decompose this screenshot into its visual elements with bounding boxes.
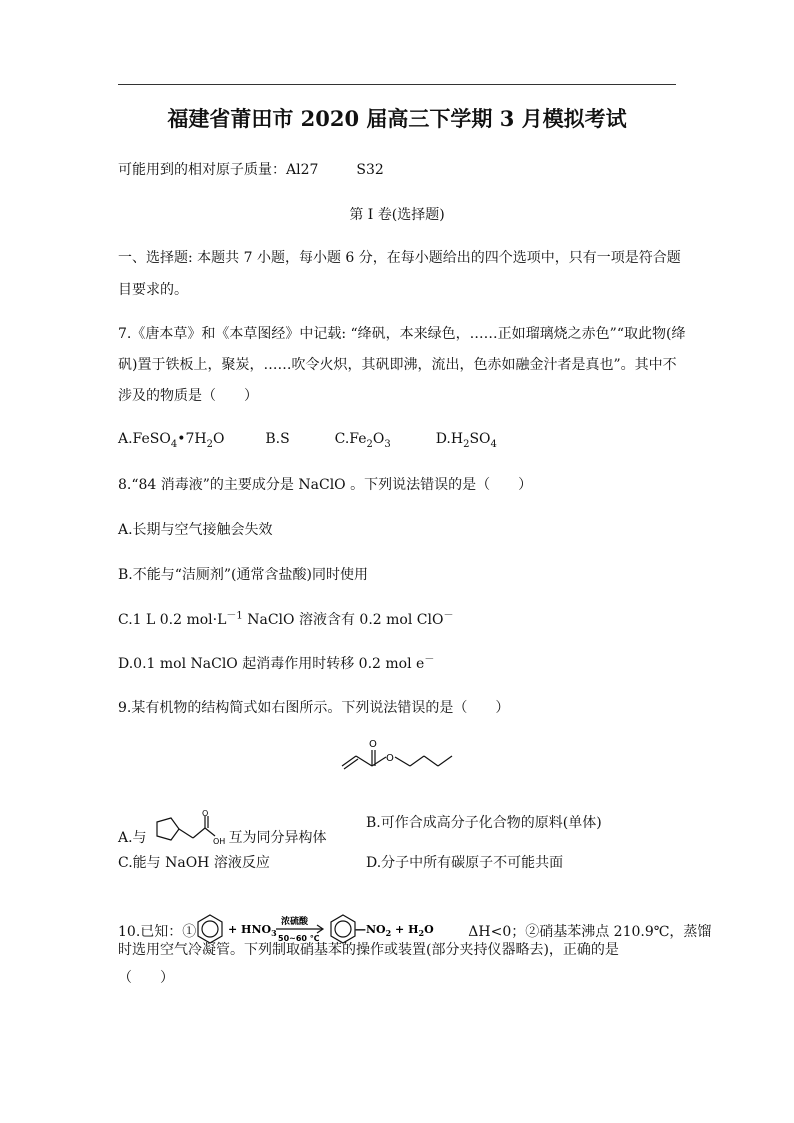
q9-stem: 9.某有机物的结构简式如右图所示。下列说法错误的是（ ）	[118, 700, 510, 716]
section-heading: 第 I 卷(选择题)	[349, 207, 445, 223]
q9-option-a: A.与 O OH 互为同分异构体	[118, 809, 327, 846]
q10-prefix: 10.已知：①	[118, 924, 197, 940]
q9-option-d: D.分子中所有碳原子不可能共面	[366, 855, 564, 871]
acid-carbonyl-o: O	[201, 809, 208, 818]
atomic-mass-label: 可能用到的相对原子质量：	[118, 162, 286, 178]
acid-oh: OH	[212, 837, 225, 846]
instructions-line2: 目要求的。	[118, 282, 188, 298]
q8-option-d: D.0.1 mol NaClO 起消毒作用时转移 0.2 mol e－	[118, 654, 435, 672]
q7-line3: 涉及的物质是（ ）	[118, 388, 258, 404]
q8-stem: 8.“84 消毒液”的主要成分是 NaClO 。下列说法错误的是（ ）	[118, 477, 533, 493]
q7-option-c: $C.Fe_2O_3$	[334, 431, 391, 450]
top-rule	[118, 84, 676, 85]
q7-options	[118, 428, 497, 450]
svg-text:+ HNO3: + $HNO_3$	[228, 923, 277, 938]
q7-line2: 矾)置于铁板上，聚炭，……吹令火炽，其矾即沸，流出，色赤如融金汁者是真也”。其中不	[118, 357, 677, 373]
structure-carbonyl-o: O	[369, 739, 377, 750]
q8-option-a: A.长期与空气接触会失效	[118, 522, 273, 538]
q10-conditions: ΔH<0；②硝基苯沸点 210.9℃，蒸馏	[468, 924, 712, 940]
instructions-line1: 一、选择题: 本题共 7 小题，每小题 6 分，在每小题给出的四个选项中，只有一项是符合题	[118, 250, 681, 266]
atomic-mass-al: Al27	[286, 162, 319, 178]
svg-text:—NO2 + H2O: $—NO_2 + H_2O$	[355, 923, 434, 938]
butyl-acrylate-structure	[340, 736, 454, 778]
q10-line2: 时选用空气冷凝管。下列制取硝基苯的操作或装置(部分夹持仪器略去)，正确的是	[118, 942, 619, 958]
q7-option-b: B.S	[265, 431, 290, 447]
q9-option-b: B.可作合成高分子化合物的原料(单体)	[366, 815, 602, 831]
arrow-catalyst: 浓硫酸	[281, 917, 309, 927]
atomic-mass-line	[118, 159, 384, 181]
q9-option-c: C.能与 NaOH 溶液反应	[118, 855, 270, 871]
structure-ester-o: O	[386, 753, 394, 764]
atomic-mass-s: S32	[356, 162, 384, 178]
q7-option-d: $D.H_2SO_4$	[435, 431, 497, 450]
q10-line3: （ ）	[118, 970, 174, 986]
q7-option-a: $A.FeSO_4•7H_2O$	[118, 431, 225, 450]
q8-option-c: C.1 L 0.2 $mol\cdot L^{-1}$ NaClO 溶液含有 0.2 mol ClO－	[118, 610, 454, 628]
page-title: 福建省莆田市 2020 届高三下学期 3 月模拟考试	[167, 106, 627, 131]
q7-line1: 7.《唐本草》和《本草图经》中记载: “绛矾，本来绿色，……正如瑠璃烧之赤色”“取此物(绛	[118, 326, 686, 342]
cyclopentylacetic-acid-structure	[147, 809, 229, 848]
arrow-temperature: 50~60 ℃	[278, 934, 320, 943]
q8-option-b: B.不能与“洁厕剂”(通常含盐酸)同时使用	[118, 567, 368, 583]
